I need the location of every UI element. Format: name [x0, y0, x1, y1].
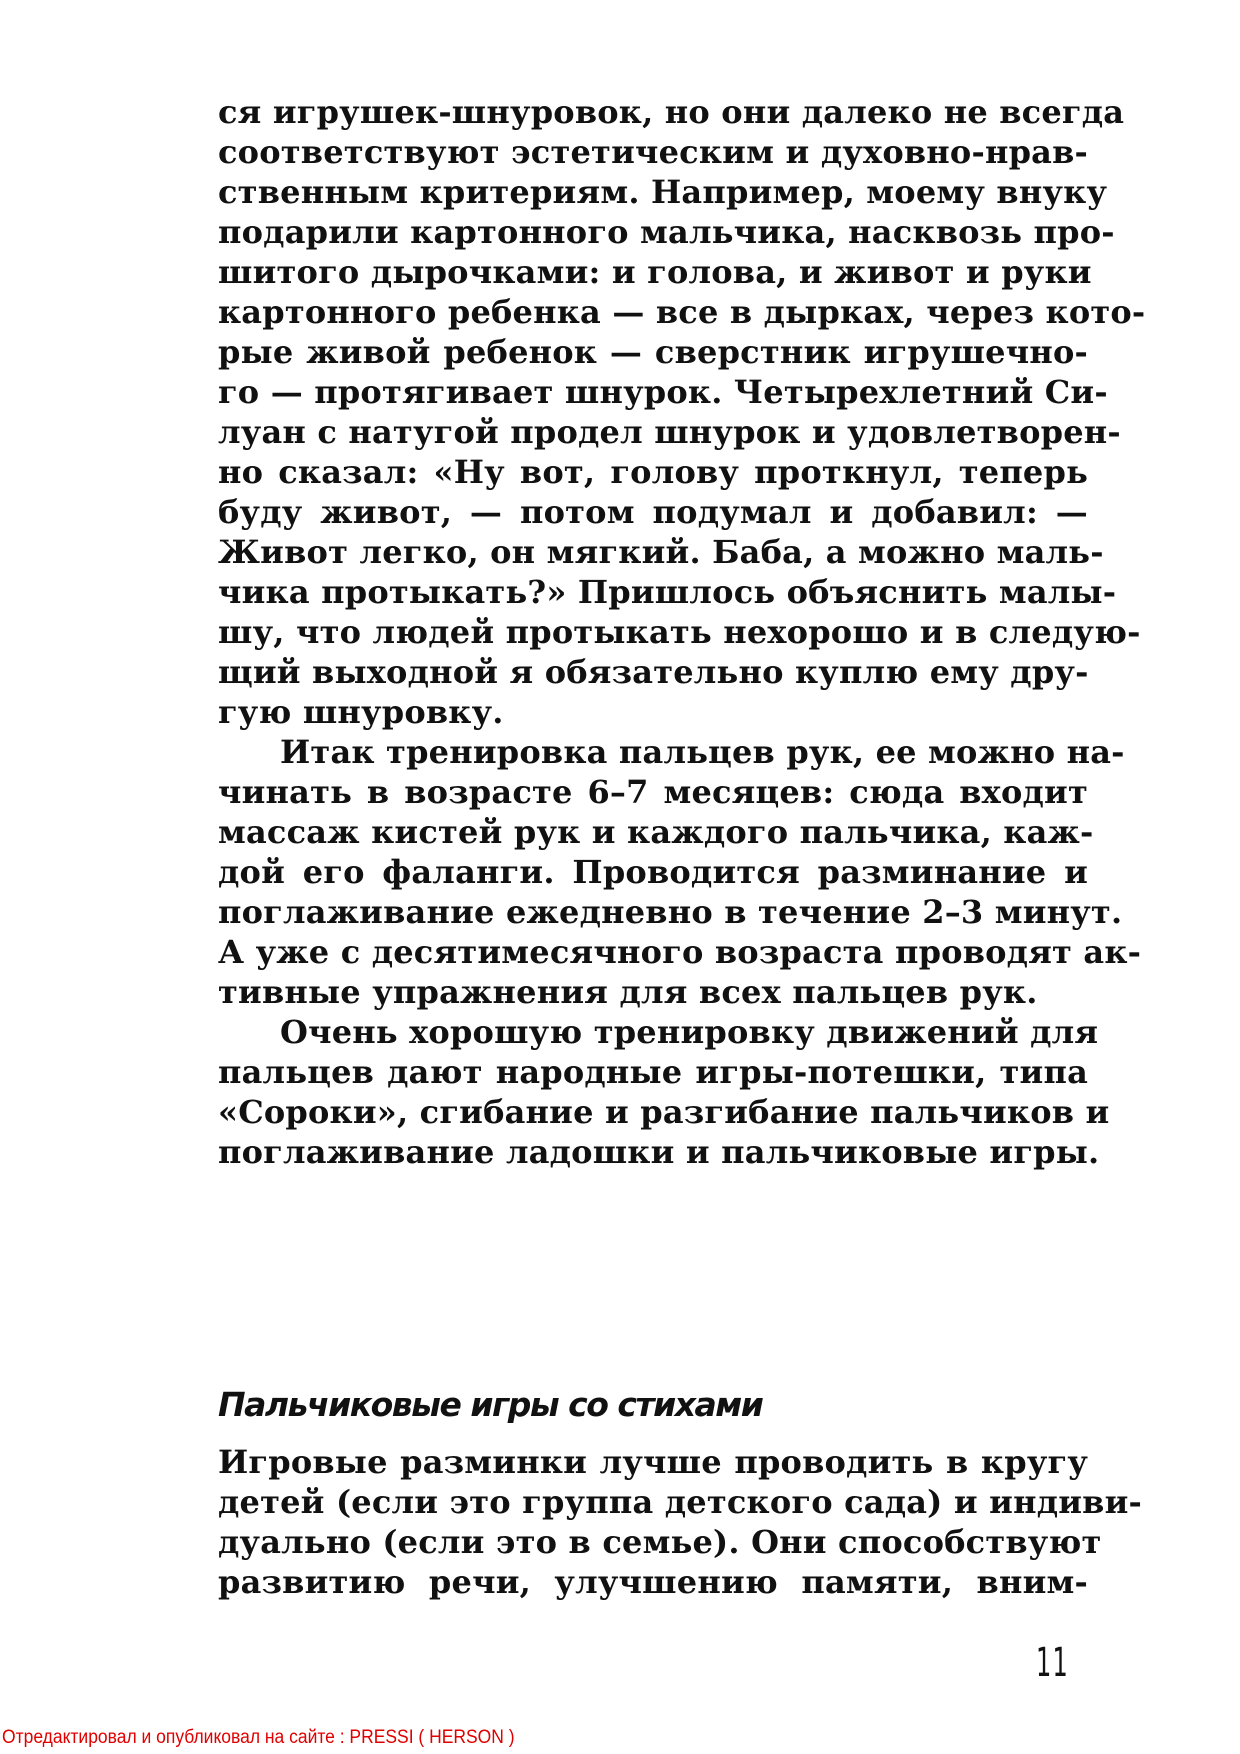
text-line: чинать в возрасте 6–7 месяцев: сюда входит: [218, 773, 1088, 811]
text-line: рые живой ребенок — сверстник игрушечно-: [218, 333, 1088, 371]
text-line: буду живот, — потом подумал и добавил: —: [218, 493, 1088, 531]
text-line: картонного ребенка — все в дырках, через кото-: [218, 293, 1146, 331]
text-line: тивные упражнения для всех пальцев рук.: [218, 973, 1038, 1011]
text-line: шу, что людей протыкать нехорошо и в следую-: [218, 613, 1141, 651]
text-line: подарили картонного мальчика, насквозь про-: [218, 213, 1115, 251]
text-line: «Сороки», сгибание и разгибание пальчиков и: [218, 1093, 1110, 1131]
text-line: дуально (если это в семье). Они способствуют: [218, 1523, 1102, 1561]
text-line: ственным критериям. Например, моему внуку: [218, 173, 1108, 211]
text-line: Живот легко, он мягкий. Баба, а можно маль-: [218, 533, 1104, 571]
footer-note: Отредактировал и опубликовал на сайте : PRESSI ( HERSON ): [2, 1727, 515, 1748]
text-line: Игровые разминки лучше проводить в кругу: [218, 1443, 1088, 1481]
page-number: 11: [1036, 1640, 1069, 1686]
section-heading: Пальчиковые игры со стихами: [218, 1385, 763, 1424]
text-line: го — протягивает шнурок. Четырехлетний Си-: [218, 373, 1108, 411]
text-line: шитого дырочками: и голова, и живот и руки: [218, 253, 1092, 291]
text-line: чика протыкать?» Пришлось объяснить малы-: [218, 573, 1117, 611]
text-line: щий выходной я обязательно куплю ему дру-: [218, 653, 1089, 691]
text-line: но сказал: «Ну вот, голову проткнул, теперь: [218, 453, 1088, 491]
text-line: луан с натугой продел шнурок и удовлетворен-: [218, 413, 1121, 451]
text-line: развитию речи, улучшению памяти, вним-: [218, 1563, 1088, 1601]
text-line: соответствуют эстетическим и духовно-нрав-: [218, 133, 1088, 171]
text-line: А уже с десятимесячного возраста проводят ак-: [218, 933, 1142, 971]
text-line: поглаживание ладошки и пальчиковые игры.: [218, 1133, 1100, 1171]
text-line: массаж кистей рук и каждого пальчика, каж-: [218, 813, 1094, 851]
text-line: гую шнуровку.: [218, 693, 504, 731]
text-line: дой его фаланги. Проводится разминание и: [218, 853, 1088, 891]
text-line: поглаживание ежедневно в течение 2–3 минут.: [218, 893, 1123, 931]
text-line: пальцев дают народные игры-потешки, типа: [218, 1053, 1088, 1091]
text-line: детей (если это группа детского сада) и индиви-: [218, 1483, 1143, 1521]
text-line: ся игрушек-шнуровок, но они далеко не всегда: [218, 93, 1125, 131]
paragraph-first-line: Итак тренировка пальцев рук, ее можно на-: [280, 733, 1125, 771]
paragraph-first-line: Очень хорошую тренировку движений для: [280, 1013, 1099, 1051]
